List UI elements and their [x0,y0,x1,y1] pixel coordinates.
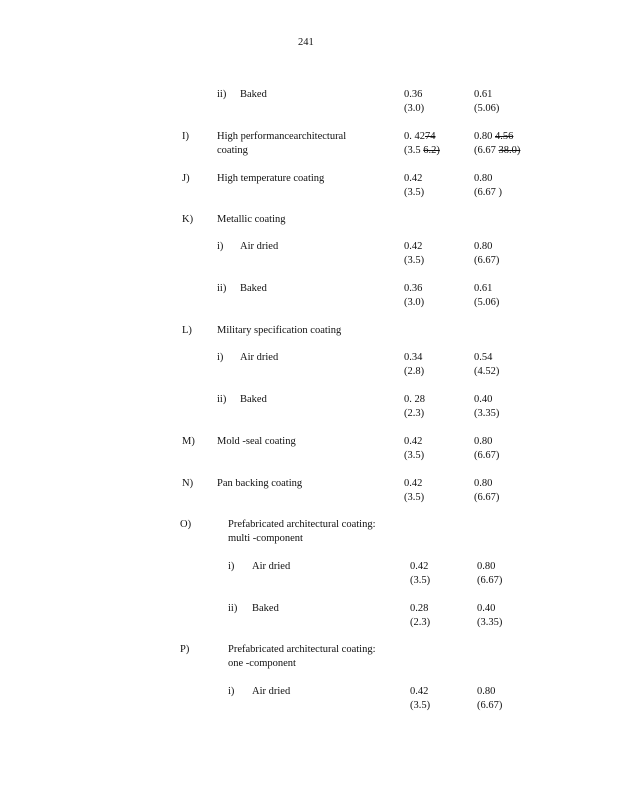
row-label: Mold -seal coating [217,436,296,447]
roman-numeral: i) [228,561,235,572]
value-2: 0.40 (3.35) [474,394,500,419]
row-label: Baked [252,603,279,614]
value-2: 0.80 (6.67 ) [474,173,502,198]
roman-numeral: ii) [217,283,227,294]
row-label: Baked [240,394,267,405]
row-letter: O) [180,519,192,530]
row-label: High performancearchitectural coating [217,131,347,156]
value-1: 0.36 (3.0) [404,283,425,308]
roman-numeral: i) [228,686,235,697]
value-1: 0.42 (3.5) [410,561,431,586]
row-label: Baked [240,283,267,294]
value-1: 0.42 (3.5) [404,241,425,266]
value-1: 0.42 (3.5) [404,436,425,461]
value-1: 0.36 (3.0) [404,89,425,114]
row-label: Air dried [252,686,291,697]
value-1: 0.42 (3.5) [410,686,431,711]
row-label: Metallic coating [217,214,286,225]
value-1: 0.34 (2.8) [404,352,425,377]
row-letter: N) [182,478,194,489]
roman-numeral: ii) [217,394,227,405]
roman-numeral: i) [217,352,224,363]
value-2: 0.80 (6.67) [474,436,500,461]
row-letter: L) [182,325,192,336]
value-2: 0.80 (6.67) [477,686,503,711]
row-label: Air dried [252,561,291,572]
roman-numeral: ii) [228,603,238,614]
row-label: Prefabricated architectural coating: multi -component [228,519,376,544]
value-2: 0.54 (4.52) [474,352,500,377]
row-letter: M) [182,436,195,447]
roman-numeral: ii) [217,89,227,100]
row-label: Air dried [240,241,279,252]
value-1: 0.42 (3.5) [404,478,425,503]
value-2: 0.80 (6.67) [477,561,503,586]
row-label: Pan backing coating [217,478,303,489]
value-1: 0. 28 (2.3) [404,394,425,419]
value-1: 0. 4274 (3.5 6.2) [404,131,440,156]
value-2: 0.80 (6.67) [474,478,500,503]
value-1: 0.42 (3.5) [404,173,425,198]
row-label: Prefabricated architectural coating: one -component [228,644,376,669]
row-label: High temperature coating [217,173,325,184]
row-letter: P) [180,644,190,655]
row-label: Air dried [240,352,279,363]
row-letter: I) [182,131,189,142]
row-label: Baked [240,89,267,100]
page-number: 241 [298,37,314,48]
row-letter: J) [182,173,190,184]
value-2: 0.40 (3.35) [477,603,503,628]
value-2: 0.80 (6.67) [474,241,500,266]
value-2: 0.80 4.56 (6.67 38.0) [474,131,521,156]
row-label: Military specification coating [217,325,342,336]
value-2: 0.61 (5.06) [474,89,500,114]
value-1: 0.28 (2.3) [410,603,431,628]
value-2: 0.61 (5.06) [474,283,500,308]
row-letter: K) [182,214,194,225]
roman-numeral: i) [217,241,224,252]
